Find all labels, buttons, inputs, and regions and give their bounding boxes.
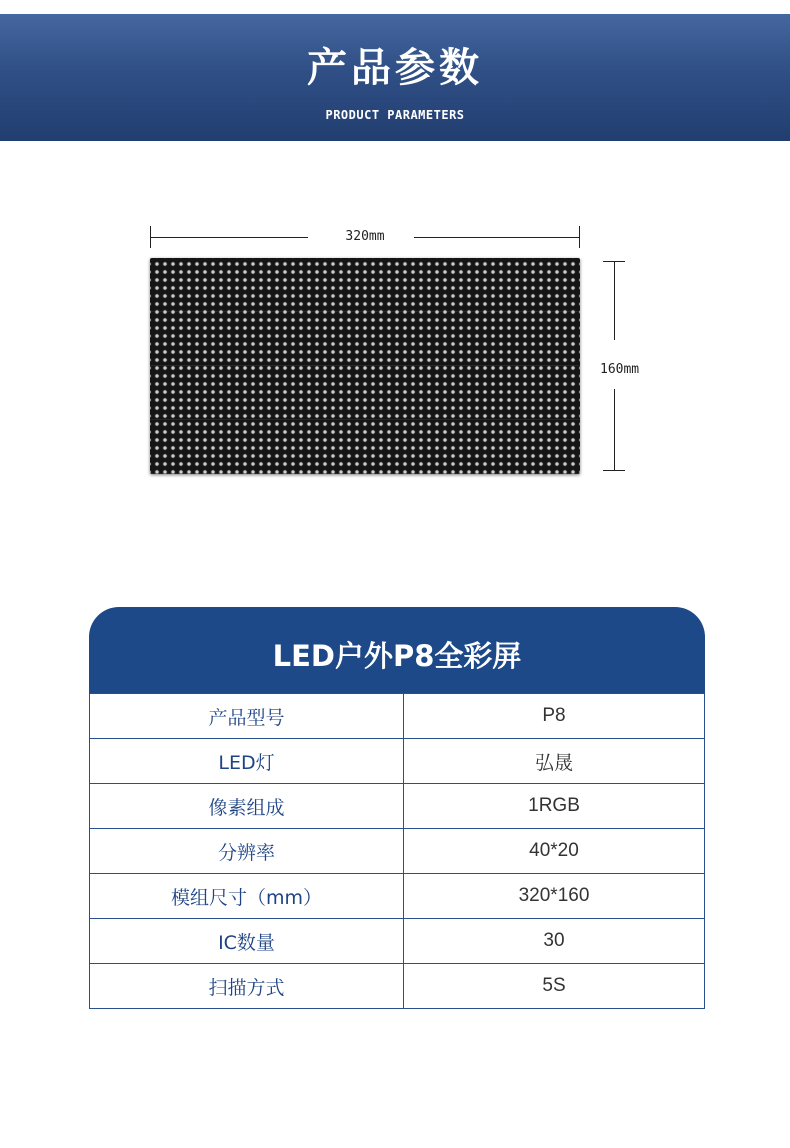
spec-value: 320*160 (404, 874, 705, 919)
spec-key: 像素组成 (90, 784, 404, 829)
spec-key: LED灯 (90, 739, 404, 784)
spec-value: P8 (404, 694, 705, 739)
table-row (90, 694, 705, 739)
table-row (90, 829, 705, 874)
spec-key: IC数量 (90, 919, 404, 964)
led-module-image (150, 258, 580, 474)
width-dimension-tick-right (579, 226, 580, 248)
spec-value: 40*20 (404, 829, 705, 874)
header-banner (0, 14, 790, 141)
table-row (90, 784, 705, 829)
spec-key: 分辨率 (90, 829, 404, 874)
spec-value: 5S (404, 964, 705, 1009)
page-subtitle: PRODUCT PARAMETERS (325, 108, 465, 122)
spec-value: 弘晟 (404, 739, 705, 784)
height-dimension-tick-bottom (603, 470, 625, 471)
height-dimension-label: 160mm (600, 362, 640, 377)
spec-table (89, 693, 705, 1009)
table-row (90, 919, 705, 964)
spec-key: 产品型号 (90, 694, 404, 739)
spec-title: LED户外P8全彩屏 (272, 639, 522, 673)
spec-value: 30 (404, 919, 705, 964)
height-dimension (598, 261, 658, 471)
table-row (90, 874, 705, 919)
width-dimension-line-right (414, 237, 580, 238)
page-title: 产品参数 (307, 45, 483, 91)
width-dimension-label: 320mm (345, 229, 385, 244)
spec-value: 1RGB (404, 784, 705, 829)
table-row (90, 964, 705, 1009)
width-dimension (150, 226, 580, 248)
height-dimension-line-bottom (614, 389, 615, 471)
height-dimension-line-top (614, 261, 615, 340)
spec-key: 模组尺寸（mm） (90, 874, 404, 919)
spec-card-header (89, 607, 705, 693)
table-row (90, 739, 705, 784)
spec-key: 扫描方式 (90, 964, 404, 1009)
